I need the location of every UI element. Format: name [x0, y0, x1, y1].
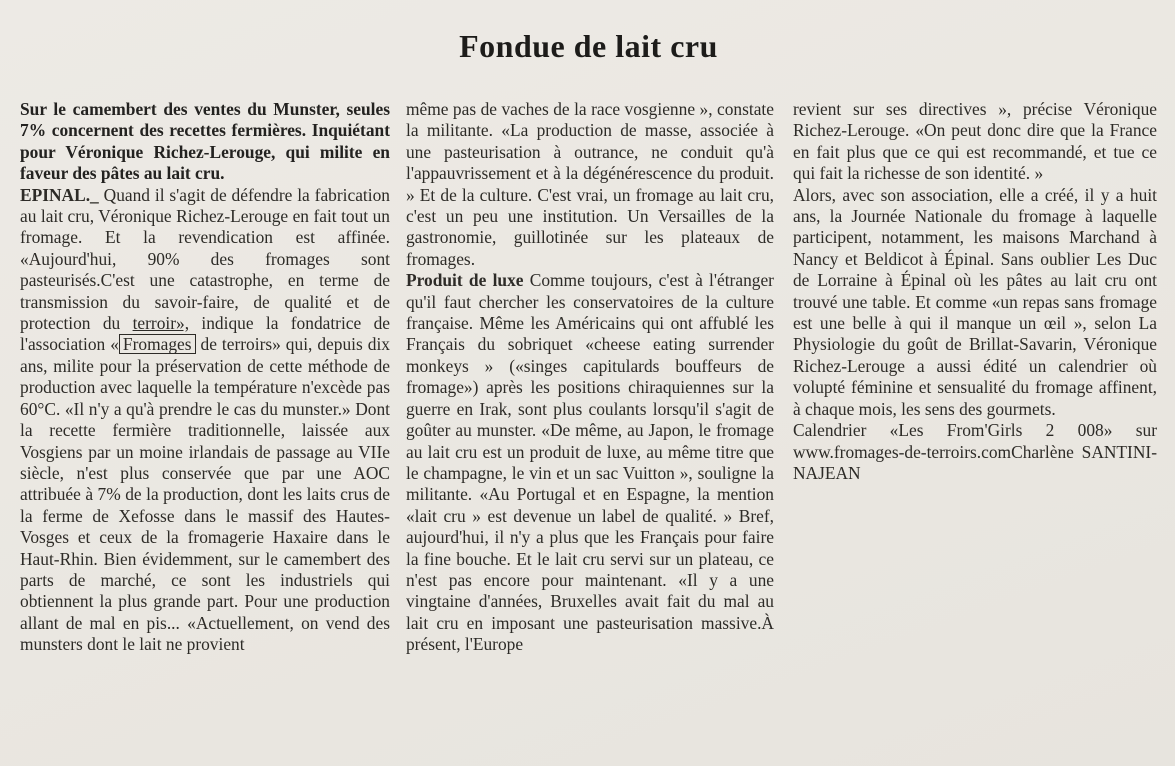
body-text-run: de terroirs» qui, depuis dix ans, milite pour la préservation de cette méthode de production avec laquelle la température n'excède pas 60°C. «Il n'y a qu'à prendre le cas du munster.» Dont la recette fermière traditionnelle, laissée aux Vosgiens par un moine irlandais de passage au VIIe siècle, n'est plus conservée que par une AOC attribuée à 7% de la production, dont les laits crus de la ferme de Xefosse dans le massif des Hautes-Vosges et ceux de la fromagerie Haxaire dans le Haut-Rhin. Bien évidemment, sur le camembert des parts de marché, ce sont les industriels qui obtiennent la plus grande part. Pour une production allant de mal en pis... «Actuellement, on vend des munsters dont le lait ne provient [20, 334, 390, 655]
column-3 [790, 99, 1157, 656]
article-columns [20, 99, 1157, 656]
underlined-word-terroir: terroir», [132, 313, 190, 334]
dateline-label: EPINAL._ [20, 184, 99, 205]
body-text-run: indique la fondatrice de l'association « [20, 313, 390, 355]
produit-de-luxe-paragraph [406, 270, 774, 655]
column-2 [406, 99, 774, 656]
subhead-label: Produit de luxe [405, 270, 524, 291]
body-text-run: Quand il s'agit de défendre la fabrication au lait cru, Véronique Richez-Lerouge en fait tout un fromage. Et la revendication est affinée. «Aujourd'hui, 90% des fromages sont pasteurisés.C'est une catastrophe, en terme de transmission du savoir-faire, de qualité et de protection du [20, 184, 390, 334]
epinal-paragraph [20, 185, 390, 656]
body-paragraph: revient sur ses directives », précise Véronique Richez-Lerouge. «On peut donc dire que la France en fait plus que ce qui est recommandé, et tue ce qui fait la richesse de son identité. » [792, 99, 1157, 184]
body-paragraph: Alors, avec son association, elle a créé, il y a huit ans, la Journée Nationale du fromage à laquelle participent, notamment, les maisons Marchand à Nancy et Beldicot à Épinal. Sans oublier Les Duc de Lorraine à Épinal où les pâtes au lait cru ont trouvé une table. Et comme «un repas sans fromage est une belle à qui il manque un œil », selon La Physiologie du goût de Brillat-Savarin, Véronique Richez-Lerouge a aussi édité un calendrier où volupté féminine et sensualité du fromage affinent, à chaque mois, les sens des gourmets. [792, 184, 1157, 419]
article-title: Fondue de lait cru [459, 28, 718, 64]
column-1 [20, 99, 390, 656]
byline-calendar-paragraph: Calendrier «Les From'Girls 2 008» sur www.fromages-de-terroirs.comCharlène SANTINI-NAJEAN [792, 420, 1157, 483]
boxed-word-fromages: Fromages [119, 334, 196, 354]
body-text-run: Comme toujours, c'est à l'étranger qu'il faut chercher les conservatoires de la culture française. Même les Américains qui ont affublé les Français du sobriquet «cheese eating surrender monkeys » («singes capitulards bouffeurs de fromage») après les positions chiraquiennes sur la guerre en Irak, sont plus coulants lorsqu'il s'agit de goûter au munster. «De même, au Japon, le fromage au lait cru est un produit de luxe, au même titre que le champagne, le vin et un sac Vuitton », souligne la militante. «Au Portugal et en Espagne, la mention «lait cru » est devenue un label de qualité. » Bref, aujourd'hui, il n'y a plus que les Français pour faire la fine bouche. Et le lait cru servi sur un plateau, ce n'est pas encore pour maintenant. «Il y a une vingtaine d'années, Bruxelles avait fait du mal au lait cru en imposant une pasteurisation massive.À présent, l'Europe [405, 270, 774, 655]
lead-paragraph: Sur le camembert des ventes du Munster, seules 7% concernent des recettes fermières. Inquiétant pour Véronique Richez-Lerouge, qui milite en faveur des pâtes au lait cru. [20, 99, 390, 184]
body-paragraph: même pas de vaches de la race vosgienne », constate la militante. «La production de masse, associée à une pasteurisation à outrance, ne conduit qu'à l'appauvrissement et à la dégénérescence du produit. » Et de la culture. C'est vrai, un fromage au lait cru, c'est un peu une institution. Un Versailles de la gastronomie, guillotinée sur les plateaux de fromages. [405, 99, 774, 269]
